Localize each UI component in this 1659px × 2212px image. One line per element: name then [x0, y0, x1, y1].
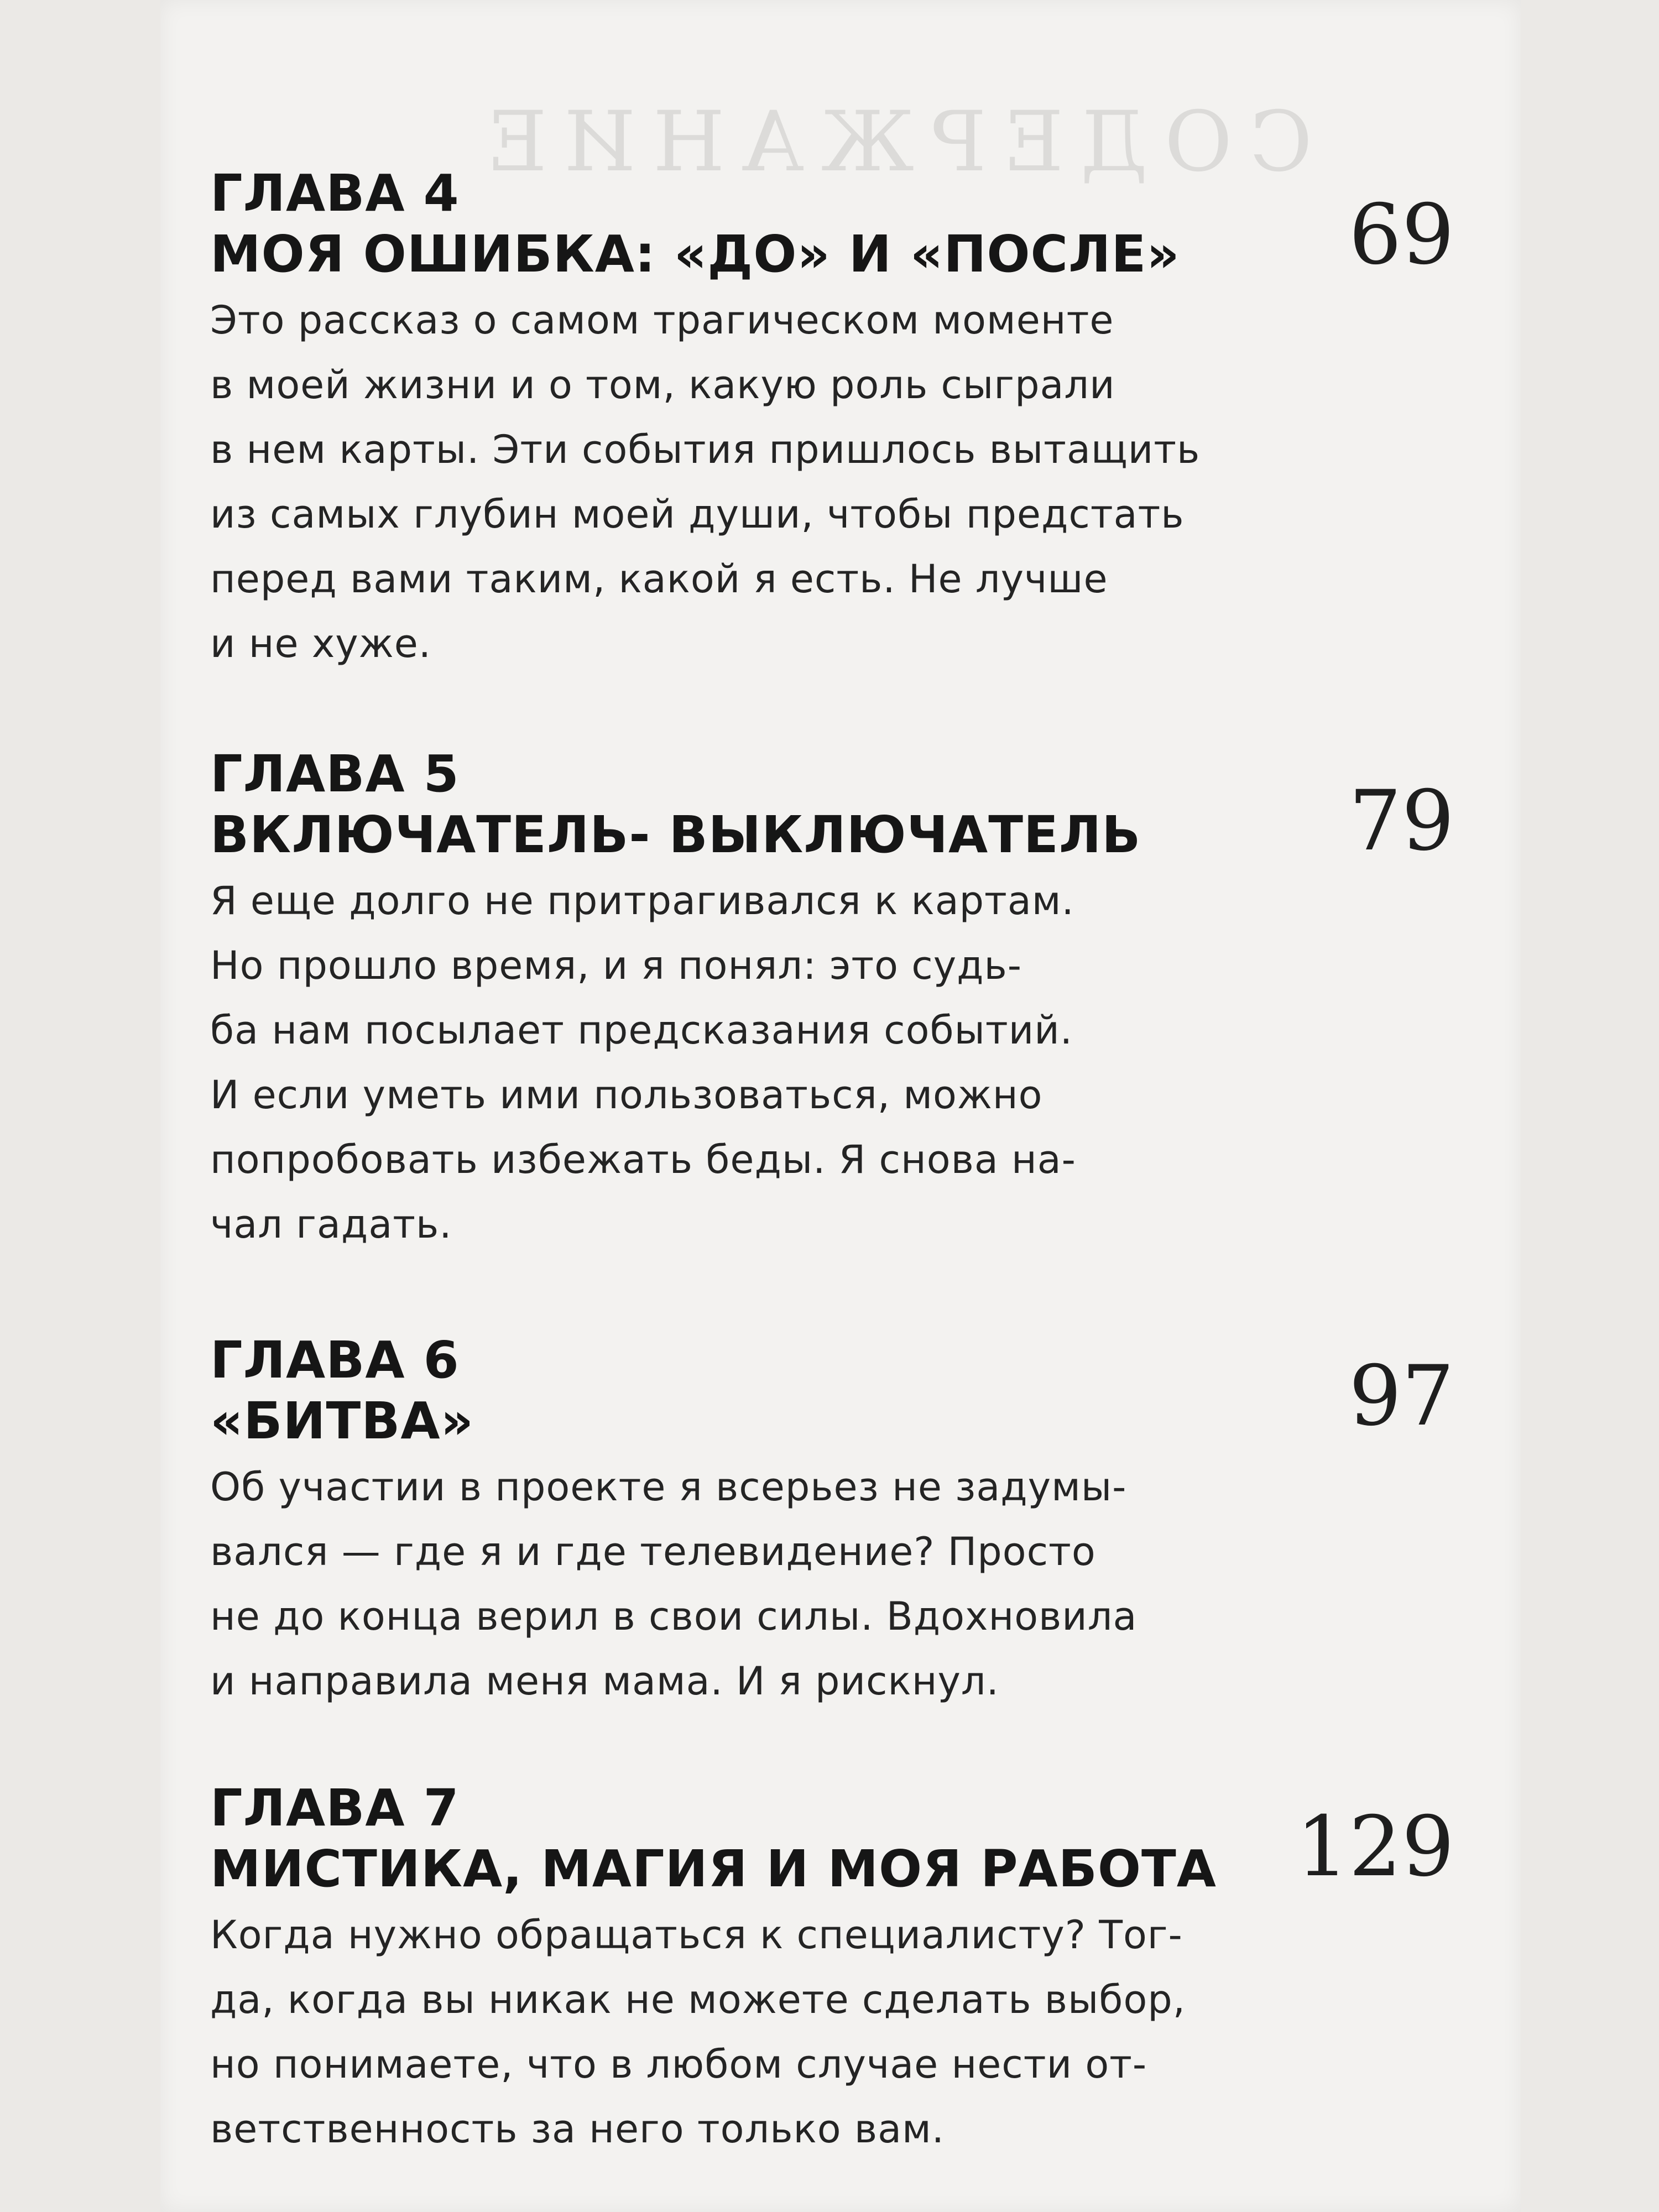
book-page	[160, 0, 1521, 2212]
chapter-description: Я еще долго не притрагивался к картам. Но прошло время, и я понял: это судь- ба нам посылает предсказания событий. И если уметь ими пользоваться, можно попробовать избежать беды. Я снова на- чал гадать.	[210, 878, 1076, 1247]
chapter-4	[210, 163, 1454, 676]
chapter-description: Когда нужно обращаться к специалисту? Тог- да, когда вы никак не можете сделать выбор, но понимаете, что в любом случае нести от- ветственность за него только вам.	[210, 1912, 1186, 2152]
chapter-title: МИСТИКА, МАГИЯ И МОЯ РАБОТА	[210, 1839, 1217, 1898]
chapter-description: Это рассказ о самом трагическом моменте в моей жизни и о том, какую роль сыграли в нем карты. Эти события пришлось вытащить из самых глубин моей души, чтобы предстать перед вами таким, какой я есть. Не лучше и не хуже.	[210, 298, 1201, 666]
chapter-title: ВКЛЮЧАТЕЛЬ- ВЫКЛЮЧАТЕЛЬ	[210, 805, 1141, 864]
chapter-description: Об участии в проекте я всерьез не задумы- вался — где я и где телевидение? Просто не до конца верил в свои силы. Вдохновила и направила меня мама. И я рискнул.	[210, 1464, 1138, 1704]
chapter-7	[210, 1778, 1454, 2162]
chapter-title: «БИТВА»	[210, 1391, 474, 1451]
chapter-6	[210, 1330, 1454, 1714]
show-through-heading: СОДЕРЖАНИЕ	[470, 94, 1313, 190]
chapter-page-number: 69	[1349, 187, 1454, 283]
chapter-number: ГЛАВА 4	[210, 164, 460, 223]
chapter-page-number: 79	[1349, 773, 1454, 869]
chapter-number: ГЛАВА 6	[210, 1331, 460, 1390]
chapter-5	[210, 744, 1454, 1257]
chapter-page-number: 129	[1296, 1799, 1454, 1895]
chapter-number: ГЛАВА 7	[210, 1778, 460, 1838]
chapter-number: ГЛАВА 5	[210, 744, 460, 804]
chapter-page-number: 97	[1349, 1348, 1454, 1444]
chapter-title: МОЯ ОШИБКА: «ДО» И «ПОСЛЕ»	[210, 225, 1180, 284]
